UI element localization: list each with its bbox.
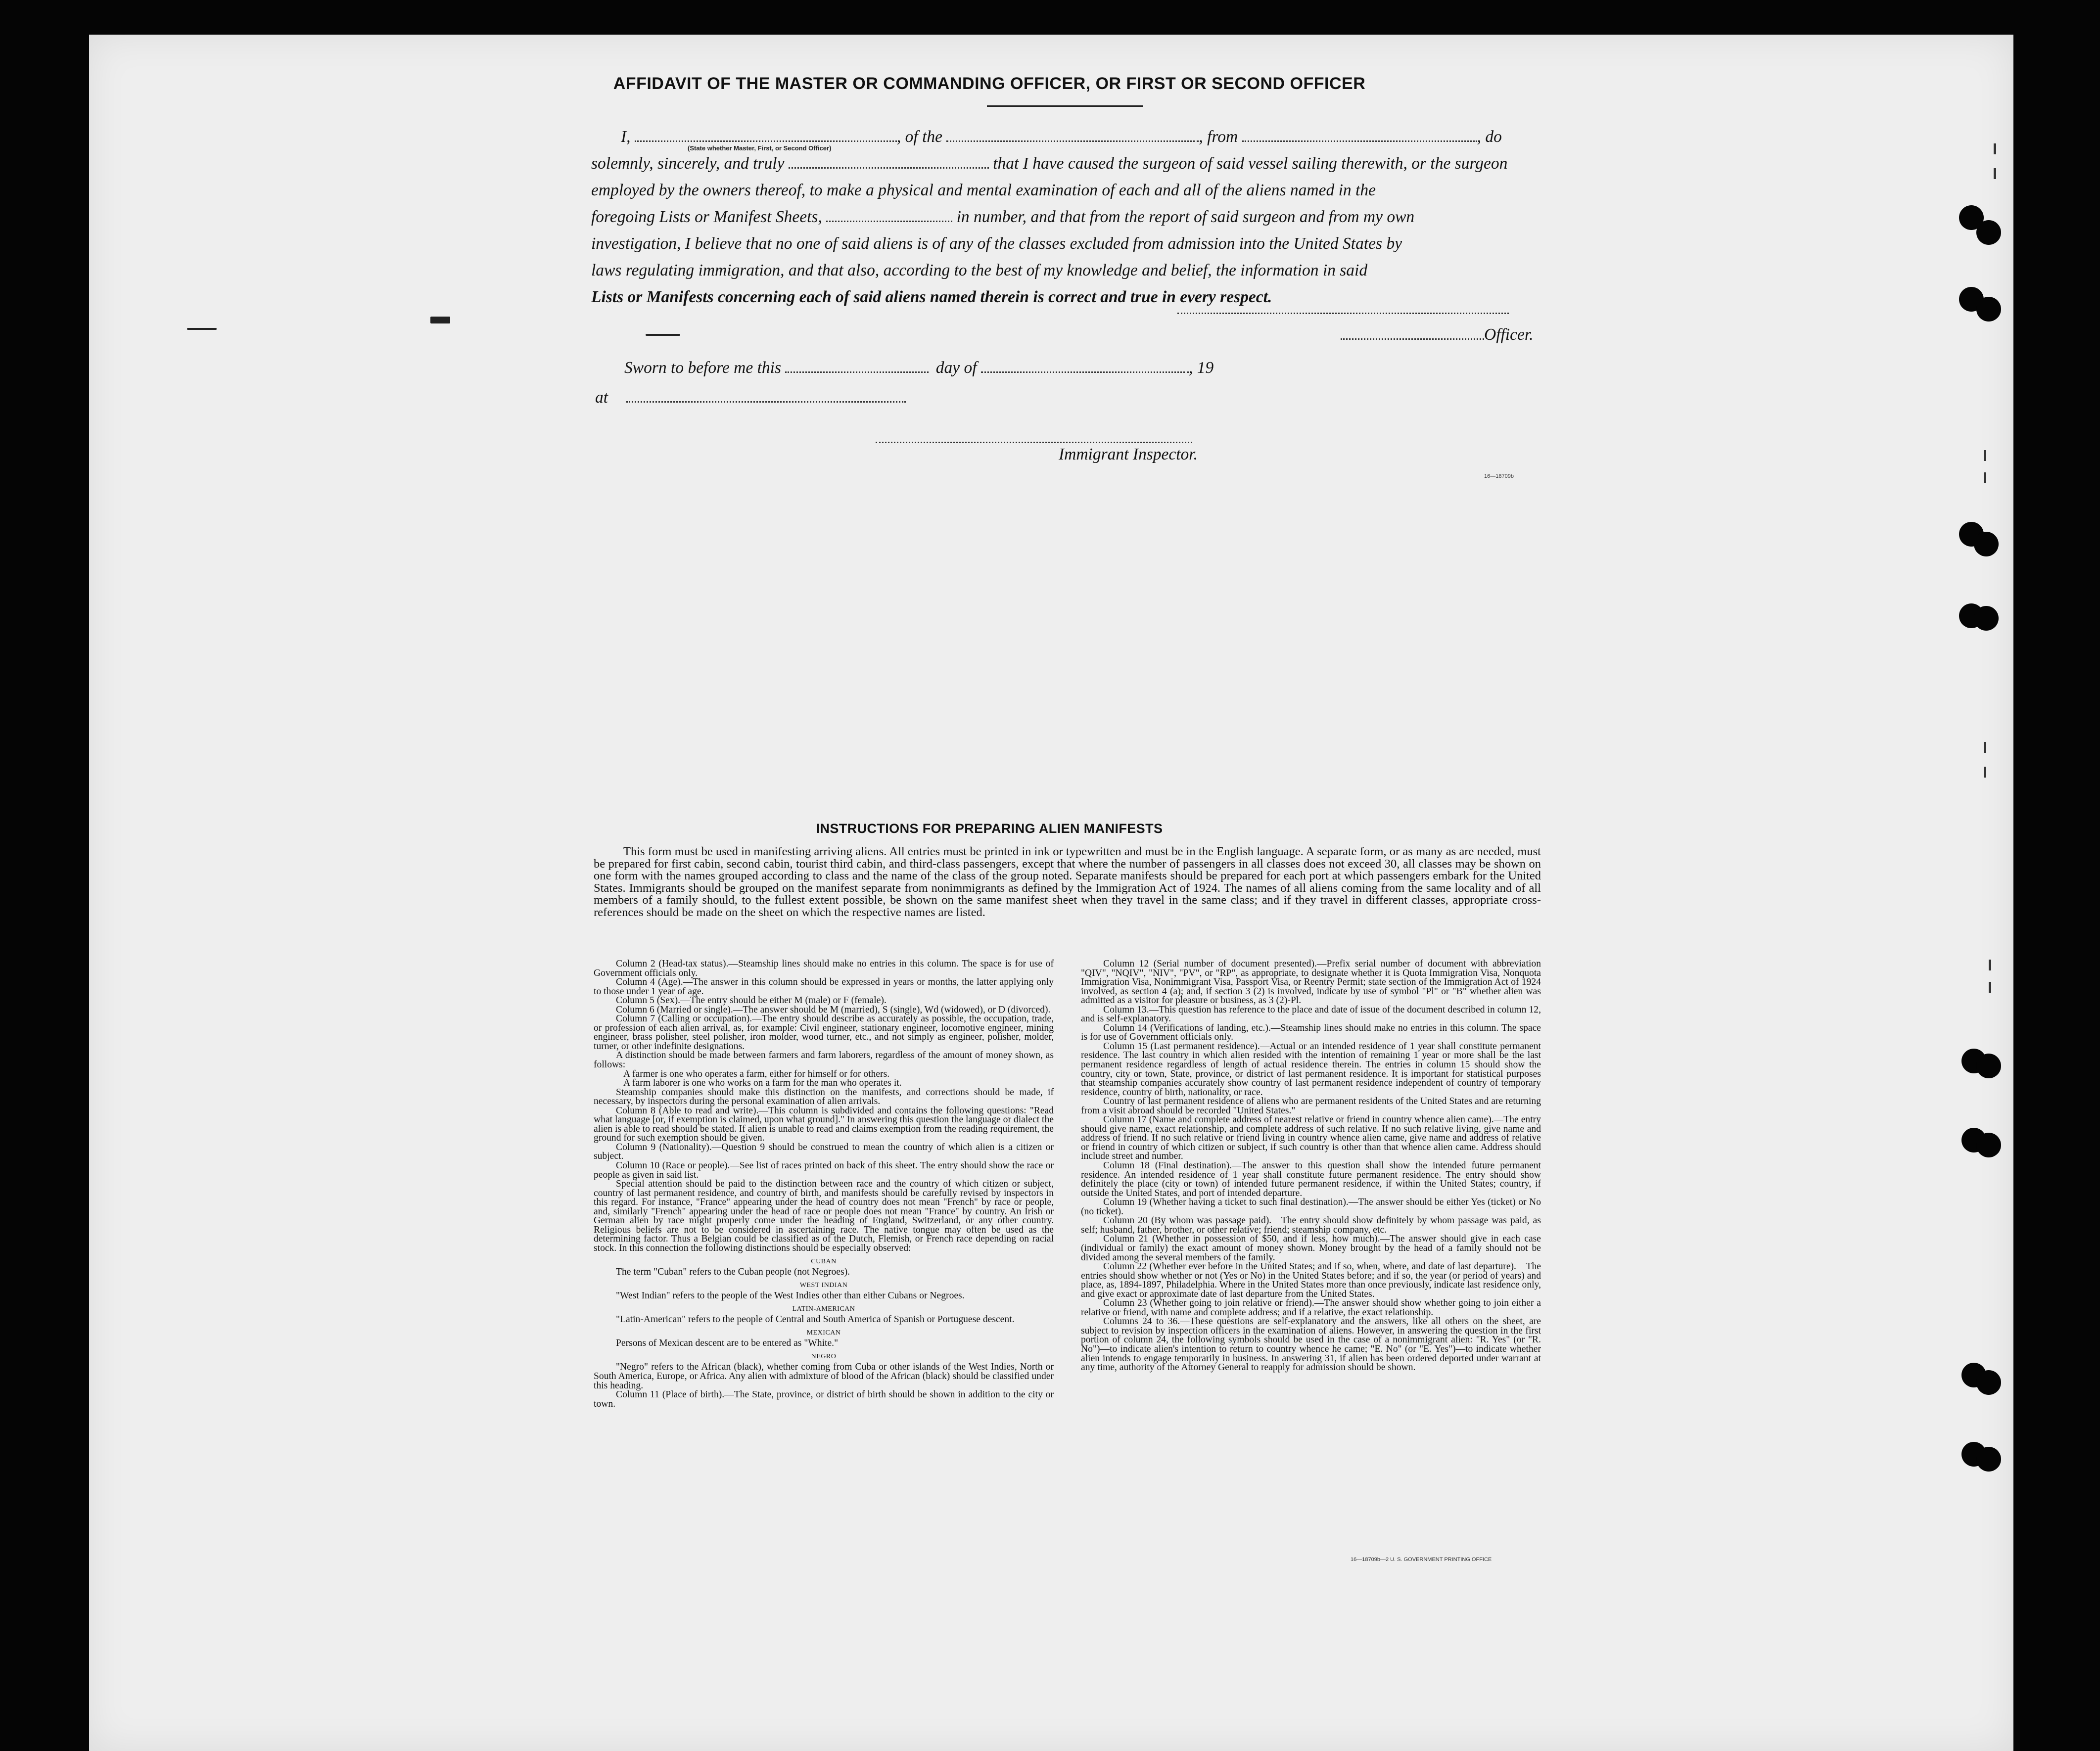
column-11-note: Column 11 (Place of birth).—The State, province, or district of birth should be shown in addition to the city or town. [594,1389,1054,1409]
column-14-note: Column 14 (Verifications of landing, etc.).—Steamship lines should make no entries in this column. The space is for use of Government officials only. [1081,1022,1541,1043]
inspector-label: Immigrant Inspector. [1059,445,1198,463]
margin-mark [1984,450,1986,461]
negro-heading: NEGRO [811,1352,837,1360]
west-indian-definition: "West Indian" refers to the people of the West Indies other than either Cubans or Negroes. [616,1290,965,1301]
vessel-field[interactable] [946,129,1199,142]
affidavit-line-4: foregoing Lists or Manifest Sheets, in number, and that from the report of said surgeon and from my own [591,208,1415,226]
affidavit-line-7: Lists or Manifests concerning each of said aliens named therein is correct and true in every respect. [591,288,1272,306]
instructions-right-column [1081,960,1541,1373]
intro-paragraph: This form must be used in manifesting arriving aliens. All entries must be printed in ink or typewritten and must be in the English language. A separate form, or as many as are needed, must be prepared for first cabin, second cabin, tourist third cabin, and third-class passengers, except that where the number of passengers in all classes does not exceed 30, all classes may be shown on one form with the names grouped according to class and the name of the class of the group noted. Separate manifests should be prepared for each port at which passengers embark for the United States. Immigrants should be grouped on the manifest separate from nonimmigrants as defined by the Immigration Act of 1924. The names of all aliens coming from the same locality and of all members of a family should, to the fullest extent possible, be shown on the same manifest sheet when they travel in the same class; and if they travel in different classes, appropriate cross-references should be made on the sheet on which the respective names are listed. [594,845,1541,919]
sworn-line: Sworn to before me this day of , 19 [624,359,1214,377]
punch-hole [1976,1447,2001,1472]
punch-hole [1974,606,1999,631]
farmer-distinction-note: A distinction should be made between farmers and farm laborers, regardless of the amount of money shown, as follows: [594,1050,1054,1070]
column-5-note: Column 5 (Sex).—The entry should be either M (male) or F (female). [616,995,887,1006]
officer-rank-note: (State whether Master, First, or Second Officer) [688,144,832,152]
smudge-mark [646,334,680,336]
column-8-note: Column 8 (Able to read and write).—This column is subdivided and contains the following questions: "Read what language [or, if exemption is claimed, upon what ground]." In answering this question the language or dialect the alien is able to read should be stated. If alien is unable to read and claims exemption from the reading requirement, the ground for such exemption should be given. [594,1105,1054,1144]
at-line: at [595,388,906,407]
officer-rank-line[interactable] [1341,338,1484,340]
cuban-definition: The term "Cuban" refers to the Cuban people (not Negroes). [616,1267,850,1278]
margin-mark [1984,767,1986,778]
negro-definition: "Negro" refers to the African (black), whether coming from Cuba or other islands of the West Indies, North or South America, Europe, or Africa. Any alien with admixture of blood of the African (black) should be classified under this heading. [594,1362,1054,1391]
punch-hole [1976,297,2001,322]
sworn-month-field[interactable] [981,360,1189,373]
latin-american-definition: "Latin-American" refers to the people of Central and South America of Spanish or Portuguese descent. [616,1314,1015,1325]
column-6-note: Column 6 (Married or single).—The answer should be M (married), S (single), Wd (widowed), or D (divorced). [616,1004,1051,1015]
column-13-note: Column 13.—This question has reference to the place and date of issue of the document described in column 12, and is self-explanatory. [1081,1004,1541,1024]
column-22-note: Column 22 (Whether ever before in the United States; and if so, when, where, and date of last departure).—The entries should show whether or not (Yes or No) in the United States before; and if so, the year (or period of years) and place, as, 1894-1897, Philadelphia. Where in the United States more than once previously, indicate last residence only, and give exact or approximate date of last departure from the United States. [1081,1261,1541,1299]
port-from-field[interactable] [1242,129,1477,142]
race-distinction-note: Special attention should be paid to the distinction between race and the country of which citizen or subject, country of last permanent residence, and country of birth, and manifests should be carefully revised by inspectors in this regard. For instance, "France" appearing under the head of country does not mean "French" by race or people, and, similarly "French" appearing under the head of race or people does not mean "France" by country. An Irish or German alien by race might properly come under the heading of England, Switzerland, or any other country. Religious beliefs are not to be considered in ascertaining race. The native tongue may often be used as the determining factor. Thus a Belgian could be classified as of the Dutch, Flemish, or French race depending on racial stock. In this connection the following distinctions should be especially observed: [594,1179,1054,1253]
punch-hole [1976,220,2001,245]
printing-office-footer: 16—18709b—2 U. S. GOVERNMENT PRINTING OFFICE [1351,1557,1492,1563]
west-indian-heading: WEST INDIAN [799,1281,848,1289]
column-18-note: Column 18 (Final destination).—The answer to this question shall show the intended future permanent residence. An intended residence of 1 year shall constitute future permanent residence. The entry should show definitely the place (city or town) of intended future permanent residence, if within the United States; country, if outside the United States, and port of intended departure. [1081,1160,1541,1198]
inspector-signature-line[interactable] [876,442,1192,443]
steamship-distinction-note: Steamship companies should make this distinction on the manifests, and corrections should be made, if necessary, by inspectors during the personal examination of alien arrivals. [594,1087,1054,1107]
affidavit-line-2: solemnly, sincerely, and truly that I have caused the surgeon of said vessel sailing therewith, or the surgeon [591,154,1508,173]
margin-mark [1994,168,1996,179]
oath-field[interactable] [789,155,989,169]
affidavit-line-3: employed by the owners thereof, to make a physical and mental examination of each and all of the aliens named in the [591,181,1376,199]
sworn-day-field[interactable] [785,360,929,373]
column-10-note: Column 10 (Race or people).—See list of races printed on back of this sheet. The entry should show the race or people as given in said list. [594,1160,1054,1180]
signature-line[interactable] [1177,313,1509,314]
column-20-note: Column 20 (By whom was passage paid).—The entry should show definitely by whom passage was paid, as self; husband, father, brother, or other relative; friend; steamship company, etc. [1081,1215,1541,1235]
column-23-note: Column 23 (Whether going to join relative or friend).—The answer should show whether going to join either a relative or friend, with name and complete address; and if a relative, the exact relationship. [1081,1298,1541,1318]
column-9-note: Column 9 (Nationality).—Question 9 should be construed to mean the country of which alien is a citizen or subject. [594,1142,1054,1162]
mexican-heading: MEXICAN [806,1329,841,1336]
column-19-note: Column 19 (Whether having a ticket to such final destination).—The answer should be either Yes (ticket) or No (no ticket). [1081,1197,1541,1217]
title-underline [987,105,1143,107]
smudge-mark [187,328,217,330]
latin-american-heading: LATIN-AMERICAN [792,1305,855,1313]
margin-mark [1989,982,1991,993]
affidavit-line-6: laws regulating immigration, and that also, according to the best of my knowledge and belief, the information in said [591,261,1368,279]
margin-mark [1989,960,1991,970]
sheets-count-field[interactable] [826,209,952,222]
column-4-note: Column 4 (Age).—The answer in this column should be expressed in years or months, the latter applying only to those under 1 year of age. [594,977,1054,997]
punch-hole [1976,1370,2001,1395]
officer-label: Officer. [1484,325,1534,344]
column-7-note: Column 7 (Calling or occupation).—The entry should describe as accurately as possible, the occupation, trade, or profession of each alien arrival, as, for example: Civil engineer, stationary engineer, locomotive engineer, mining engineer, brass polisher, steel polisher, iron molder, wood turner, etc., and not simply as engineer, polisher, molder, turner, or other indefinite designations. [594,1014,1054,1052]
cuban-heading: CUBAN [811,1257,837,1265]
at-place-field[interactable] [626,389,906,403]
punch-hole [1974,532,1999,556]
instructions-left-column [594,960,1054,1409]
punch-hole [1976,1054,2001,1078]
farm-laborer-definition: A farm laborer is one who works on a farm for the man who operates it. [623,1078,902,1089]
margin-mark [1984,472,1986,483]
margin-mark [1984,742,1986,753]
residence-note: Country of last permanent residence of aliens who are permanent residents of the United States and are returning from a visit abroad should be recorded "United States." [1081,1096,1541,1116]
affidavit-title: AFFIDAVIT OF THE MASTER OR COMMANDING OFFICER, OR FIRST OR SECOND OFFICER [613,74,1366,93]
smudge-mark [430,317,450,323]
instructions-intro [594,846,1541,919]
column-2-note: Column 2 (Head-tax status).—Steamship lines should make no entries in this column. The space is for use of Government officials only. [594,959,1054,978]
column-12-note: Column 12 (Serial number of document presented).—Prefix serial number of document with abbreviation "QIV", "NQIV", "NIV", "PV", or "RP", as appropriate, to designate whether it is Quota Immigration Visa, Nonquota Immigration Visa, Nonimmigrant Visa, Passport Visa, or Reentry Permit; state section of the Immigration Act of 1924 involved, as section 4 (a); and, if section 3 (2) is involved, indicate by use of symbol "Pl" or "B" whether alien was admitted as a visitor for pleasure or business, as 3 (2)-Pl. [1081,959,1541,1006]
affidavit-line-5: investigation, I believe that no one of said aliens is of any of the classes excluded from admission into the United States by [591,234,1402,253]
column-15-note: Column 15 (Last permanent residence).—Actual or an intended residence of 1 year shall constitute permanent residence. The last country in which alien resided with the intention of remaining 1 year or more shall be the last permanent residence regardless of length of actual residence therein. The entries in column 15 should show the country, city or town, State, province, or district of last permanent residence. It is important for statistical purposes that steamship companies accurately show country of last permanent residence independent of country of temporary residence, country of birth, nationality, or race. [1081,1041,1541,1098]
punch-hole [1976,1133,2001,1157]
form-number: 16—18709b [1484,473,1514,479]
margin-mark [1994,143,1996,154]
column-21-note: Column 21 (Whether in possession of $50, and if less, how much).—The answer should give in each case (individual or family) the exact amount of money shown. Money brought by the head of a family should not be divided among the several members of the family. [1081,1234,1541,1263]
columns-24-36-note: Columns 24 to 36.—These questions are self-explanatory and the answers, like all others on the sheet, are subject to revision by inspection officers in the examination of aliens. However, in answering the question in the first portion of column 24, the following symbols should be used in the case of a nonimmigrant alien: "R. Yes" (or "R. No")—to indicate alien's intention to return to country whence he came; "E. No" (or "E. Yes")—to indicate whether alien intends to engage temporarily in business. In answering 31, if alien has been ordered deported under warrant at any time, authority of the Attorney General to reapply for admission should be shown. [1081,1316,1541,1373]
farmer-definition: A farmer is one who operates a farm, either for himself or for others. [623,1068,890,1079]
mexican-definition: Persons of Mexican descent are to be entered as "White." [616,1338,839,1349]
column-17-note: Column 17 (Name and complete address of nearest relative or friend in country whence alien came).—The entry should give name, exact relationship, and complete address of such relative. If no such relative living, give name and address of friend. If no such relative or friend living in country whence alien came, give name and address of relative or friend in country of which citizen or subject, if such country is other than that whence alien came. Address should include street and number. [1081,1114,1541,1162]
officer-rank-field[interactable] [635,129,897,142]
instructions-title: INSTRUCTIONS FOR PREPARING ALIEN MANIFESTS [816,821,1163,836]
affidavit-line-1: I, , of the , from , do [621,128,1502,146]
